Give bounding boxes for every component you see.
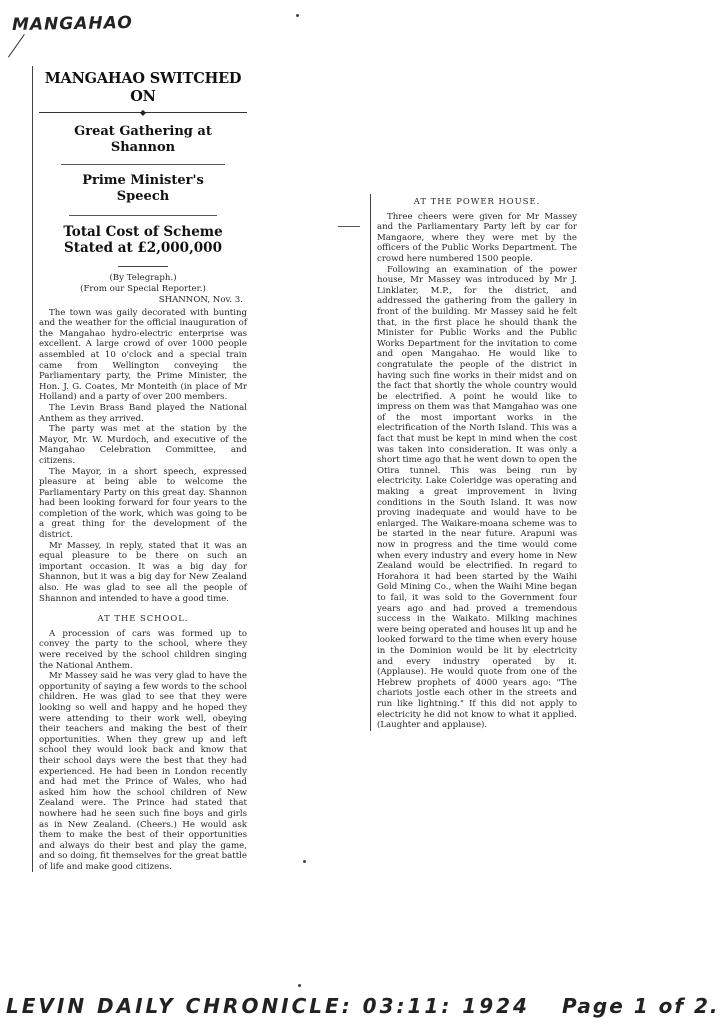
paragraph: Three cheers were given for Mr Massey and the Parliamentary Party left by car for Mangaore, where they were met by the officers of the Public Works Department. The crowd here numbered 1500 people. [377, 211, 577, 264]
subhead-cost: Total Cost of Scheme Stated at £2,000,000 [63, 224, 223, 256]
paragraph: Following an examination of the power house, Mr Massey was introduced by Mr J. Linklater, M.P., for the district, and addressed the gathering from the gallery in front of the building. Mr Massey said he felt that, in the first place he should thank the Minister for Public Works and the Public Works Department for the invitation to come and open Mangahao. He would like to congratulate the people of the district in having such fine works in their midst and on the fact that shortly the whole country would be electrified. A point he would like to impress on them was that Mangahao was one of the most important works in the electrification of the North Island. This was a fact that must be kept in mind when the cost was taken into consideration. It was only a short time ago that he went down to open the Otira tunnel. This was being run by electricity. Lake Coleridge was operating and making a great improvement in living conditions in the South Island. It was now proving inadequate and would have to be enlarged. The Waikare-moana scheme was to be started in the near future. Arapuni was now in progress and the time would come when every industry and every home in New Zealand would be electrified. In regard to Horahora it had been started by the Waihi Gold Mining Co., when the Waihi Mine began to fail, it was sold to the Government four years ago and had proved a tremendous success in the Waikato. Milking machines were being operated and houses lit up and he looked forward to the time when every house in the Dominion would be lit by electricity and every industry operated by it. (Applause). He would quote from one of the Hebrew prophets of 4000 years ago: "The chariots jostle each other in the streets and run like lightning." If this did not apply to electricity he did not know to what it applied. (Laughter and applause). [377, 264, 577, 731]
paragraph: The Levin Brass Band played the National Anthem as they arrived. [39, 402, 247, 424]
handwritten-source: LEVIN DAILY CHRONICLE: 03:11: 1924 [6, 994, 530, 1018]
section-heading-school: AT THE SCHOOL. [97, 613, 189, 624]
headline: MANGAHAO SWITCHED ON [39, 66, 247, 113]
scan-mark [338, 226, 360, 227]
byline-telegraph: (By Telegraph.) [109, 273, 177, 283]
diamond-ornament-icon: ◆ [139, 108, 147, 117]
paragraph: The party was met at the station by the Mayor, Mr. W. Murdoch, and executive of the Mangahao Celebration Committee, and citizens. [39, 424, 247, 466]
paragraph: Mr Massey said he was very glad to have the opportunity of saying a few words to the school children. He was glad to see that they were looking so well and happy and he hoped they were attending to their work well, obeying their teachers and making the best of their opportunities. When they grew up and left school they would look back and know that their school days were the best that they had experienced. He had been in London recently and had met the Prince of Wales, who had asked him how the school children of New Zealand were. The Prince had stated that nowhere had he seen such fine boys and girls as in New Zealand. (Cheers.) He would ask them to make the best of their opportunities and always do their best and play the game, and so doing, fit themselves for the great battle of life and make good citizens. [39, 671, 247, 872]
divider [118, 266, 168, 267]
article-left-column [32, 66, 247, 872]
handwritten-title: MANGAHAO [11, 12, 133, 36]
paragraph: Mr Massey, in reply, stated that it was an equal pleasure to be there on such an important occasion. It was a big day for Shannon, but it was a big day for New Zealand also. He was glad to see all the people of Shannon and intended to have a good time. [39, 540, 247, 604]
scan-speck [298, 984, 301, 987]
section-heading-power-house: AT THE POWER HOUSE. [413, 196, 541, 206]
handwritten-page-marker: Page 1 of 2. [562, 994, 720, 1018]
subhead-gathering: Great Gathering at Shannon [61, 118, 225, 165]
paragraph: The town was gaily decorated with bunting and the weather for the official inauguration of the Mangahao hydro-electric enterprise was excellent. A large crowd of over 1000 people assembled at 10 o'clock and a special train came from Wellington conveying the Parliamentary party, the Prime Minister, the Hon. J. G. Coates, Mr Monteith (in place of Mr Holland) and a party of over 200 members. [39, 307, 247, 403]
scan-speck [303, 860, 306, 863]
subhead-speech: Prime Minister's Speech [69, 165, 217, 216]
paragraph: A procession of cars was formed up to convey the party to the school, where they were received by the school children singing the National Anthem. [39, 628, 247, 671]
article-right-column [370, 194, 577, 731]
paragraph: The Mayor, in a short speech, expressed pleasure at being able to welcome the Parliamentary Party on this great day. Shannon had been looking forward for four years to the completion of the work, which was going to be a great thing for the development of the district. [39, 466, 247, 541]
scan-speck [296, 14, 299, 17]
dateline: SHANNON, Nov. 3. [158, 295, 243, 305]
byline-reporter: (From our Special Reporter.) [80, 284, 206, 294]
